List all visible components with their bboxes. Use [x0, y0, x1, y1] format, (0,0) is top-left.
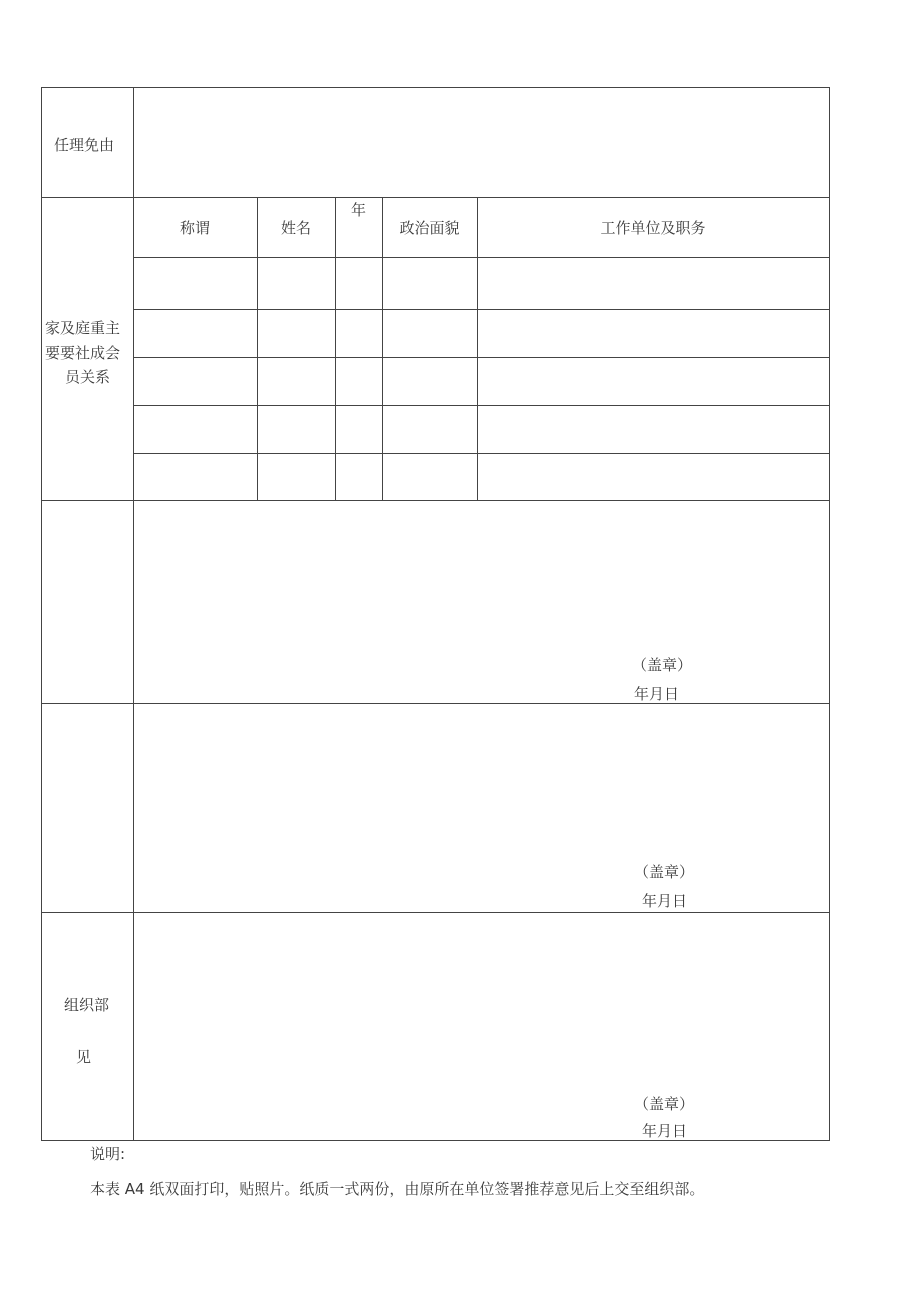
opinion-2-seal: （盖章）: [634, 863, 695, 881]
cell-age[interactable]: [336, 358, 382, 405]
cell-age[interactable]: [336, 454, 382, 500]
opinion-1-field[interactable]: [134, 501, 829, 651]
family-label-line-1: 家及庭重主: [45, 319, 121, 337]
appoint-reason-field[interactable]: [134, 88, 829, 197]
cell-age[interactable]: [336, 406, 382, 453]
opinion-2-field[interactable]: [134, 704, 829, 854]
table-left-border: [41, 87, 42, 1141]
org-dept-label-line-1: 组织部: [64, 996, 110, 1014]
cell-name[interactable]: [258, 258, 335, 309]
cell-title[interactable]: [134, 310, 257, 357]
cell-political[interactable]: [383, 406, 477, 453]
table-bottom-border: [41, 1140, 830, 1141]
header-work: 工作单位及职务: [600, 219, 706, 237]
cell-age[interactable]: [336, 258, 382, 309]
cell-work[interactable]: [478, 454, 829, 500]
cell-title[interactable]: [134, 258, 257, 309]
cell-name[interactable]: [258, 310, 335, 357]
header-age: 年: [350, 201, 366, 219]
header-name: 姓名: [280, 219, 311, 237]
family-label-line-2: 要要社成会: [45, 344, 121, 362]
opinion-2-date: 年月日: [642, 892, 688, 910]
cell-name[interactable]: [258, 454, 335, 500]
notes-text: 本表 A4 纸双面打印，贴照片。纸质一式两份，由原所在单位签署推荐意见后上交至组织部。: [90, 1180, 705, 1198]
family-label-line-3: 员关系: [65, 368, 111, 386]
cell-name[interactable]: [258, 406, 335, 453]
appoint-reason-label: 任理免由: [54, 136, 115, 154]
cell-work[interactable]: [478, 406, 829, 453]
opinion-1-seal: （盖章）: [632, 656, 693, 674]
opinion-1-date: 年月日: [634, 685, 680, 703]
cell-work[interactable]: [478, 310, 829, 357]
cell-political[interactable]: [383, 310, 477, 357]
cell-title[interactable]: [134, 454, 257, 500]
org-dept-opinion-field[interactable]: [134, 913, 829, 1083]
cell-political[interactable]: [383, 258, 477, 309]
row-divider: [41, 197, 830, 198]
cell-title[interactable]: [134, 358, 257, 405]
org-dept-label-line-2: 见: [76, 1048, 92, 1066]
header-title: 称谓: [179, 219, 210, 237]
opinion-3-date: 年月日: [642, 1122, 688, 1140]
cell-work[interactable]: [478, 358, 829, 405]
notes-heading: 说明:: [90, 1145, 126, 1163]
cell-work[interactable]: [478, 258, 829, 309]
cell-name[interactable]: [258, 358, 335, 405]
cell-political[interactable]: [383, 358, 477, 405]
cell-age[interactable]: [336, 310, 382, 357]
cell-political[interactable]: [383, 454, 477, 500]
cell-title[interactable]: [134, 406, 257, 453]
table-right-border: [829, 87, 830, 1141]
header-political: 政治面貌: [399, 219, 460, 237]
opinion-3-seal: （盖章）: [634, 1095, 695, 1113]
